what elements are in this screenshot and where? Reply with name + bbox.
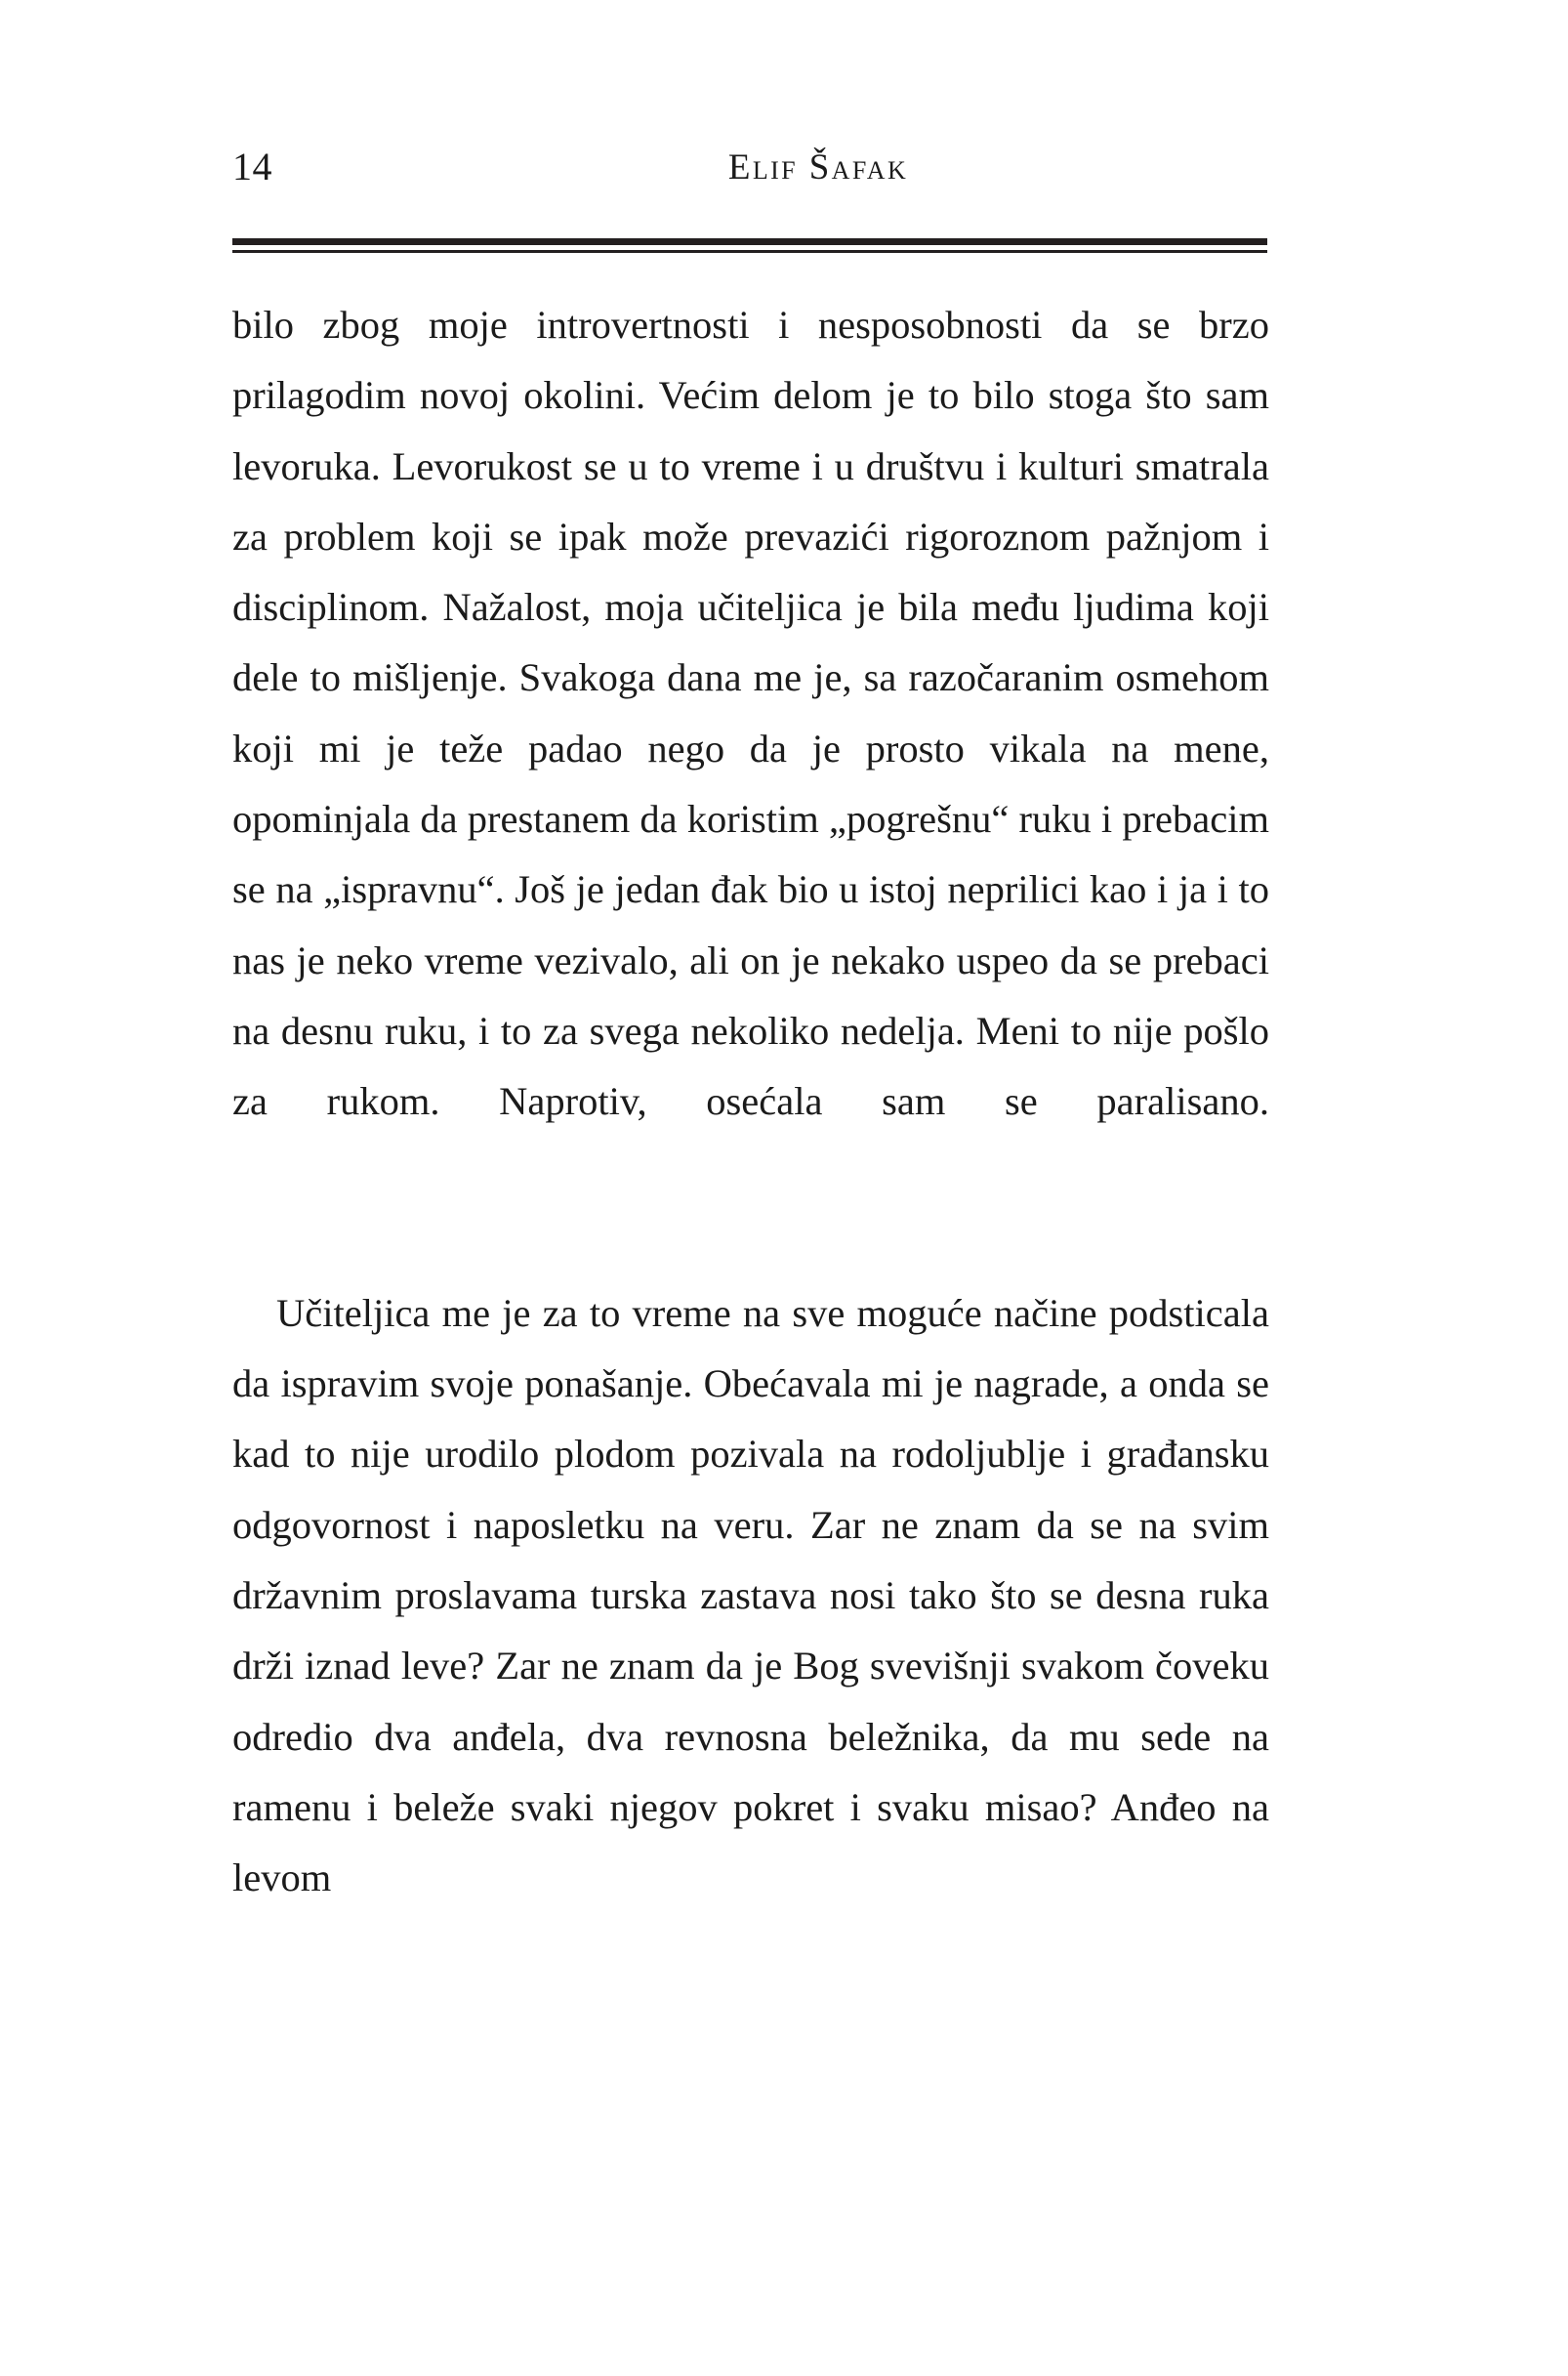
- header-rule-thin: [232, 250, 1267, 253]
- paragraph: bilo zbog moje introvertnosti i nesposobnosti da se brzo prilagodim novoj okolini. Većim delom je to bilo stoga što sam levoruka. Levorukost se u to vreme i u društvu i kulturi smatrala za problem koji se ipak može prevazići rigoroznom pažnjom i disciplinom. Nažalost, moja učiteljica je bila među ljudima koji dele to mišljenje. Svakoga dana me je, sa razočaranim osmehom koji mi je teže padao nego da je prosto vikala na mene, opominjala da prestanem da koristim „pogrešnu“ ruku i prebacim se na „ispravnu“. Još je jedan đak bio u istoj neprilici kao i ja i to nas je neko vreme vezivalo, ali on je nekako uspeo da se prebaci na desnu ruku, i to za svega nekoliko nedelja. Meni to nije pošlo za rukom. Naprotiv, osećala sam se paralisano.: [232, 303, 1269, 1124]
- page-number: 14: [232, 145, 272, 188]
- paragraph-spacer: [232, 1208, 1269, 1278]
- running-head: [232, 145, 1267, 213]
- header-double-rule: [232, 238, 1267, 256]
- header-rule-thick: [232, 238, 1267, 245]
- paragraph: Učiteljica me je za to vreme na sve moguće načine podsticala da ispravim svoje ponašanje. Obećavala mi je nagrade, a onda se kad to nije urodilo plodom pozivala na rodoljublje i građansku odgovornost i naposletku na veru. Zar ne znam da se na svim državnim proslavama turska zastava nosi tako što se desna ruka drži iznad leve? Zar ne znam da je Bog svevišnji svakom čoveku odredio dva anđela, dva revnosna beležnika, da mu sede na ramenu i beleže svaki njegov pokret i svaku misao? Anđeo na levom: [232, 1290, 1269, 1900]
- author-running-title: Elif Šafak: [727, 147, 909, 188]
- body-text-block: [232, 290, 1269, 1914]
